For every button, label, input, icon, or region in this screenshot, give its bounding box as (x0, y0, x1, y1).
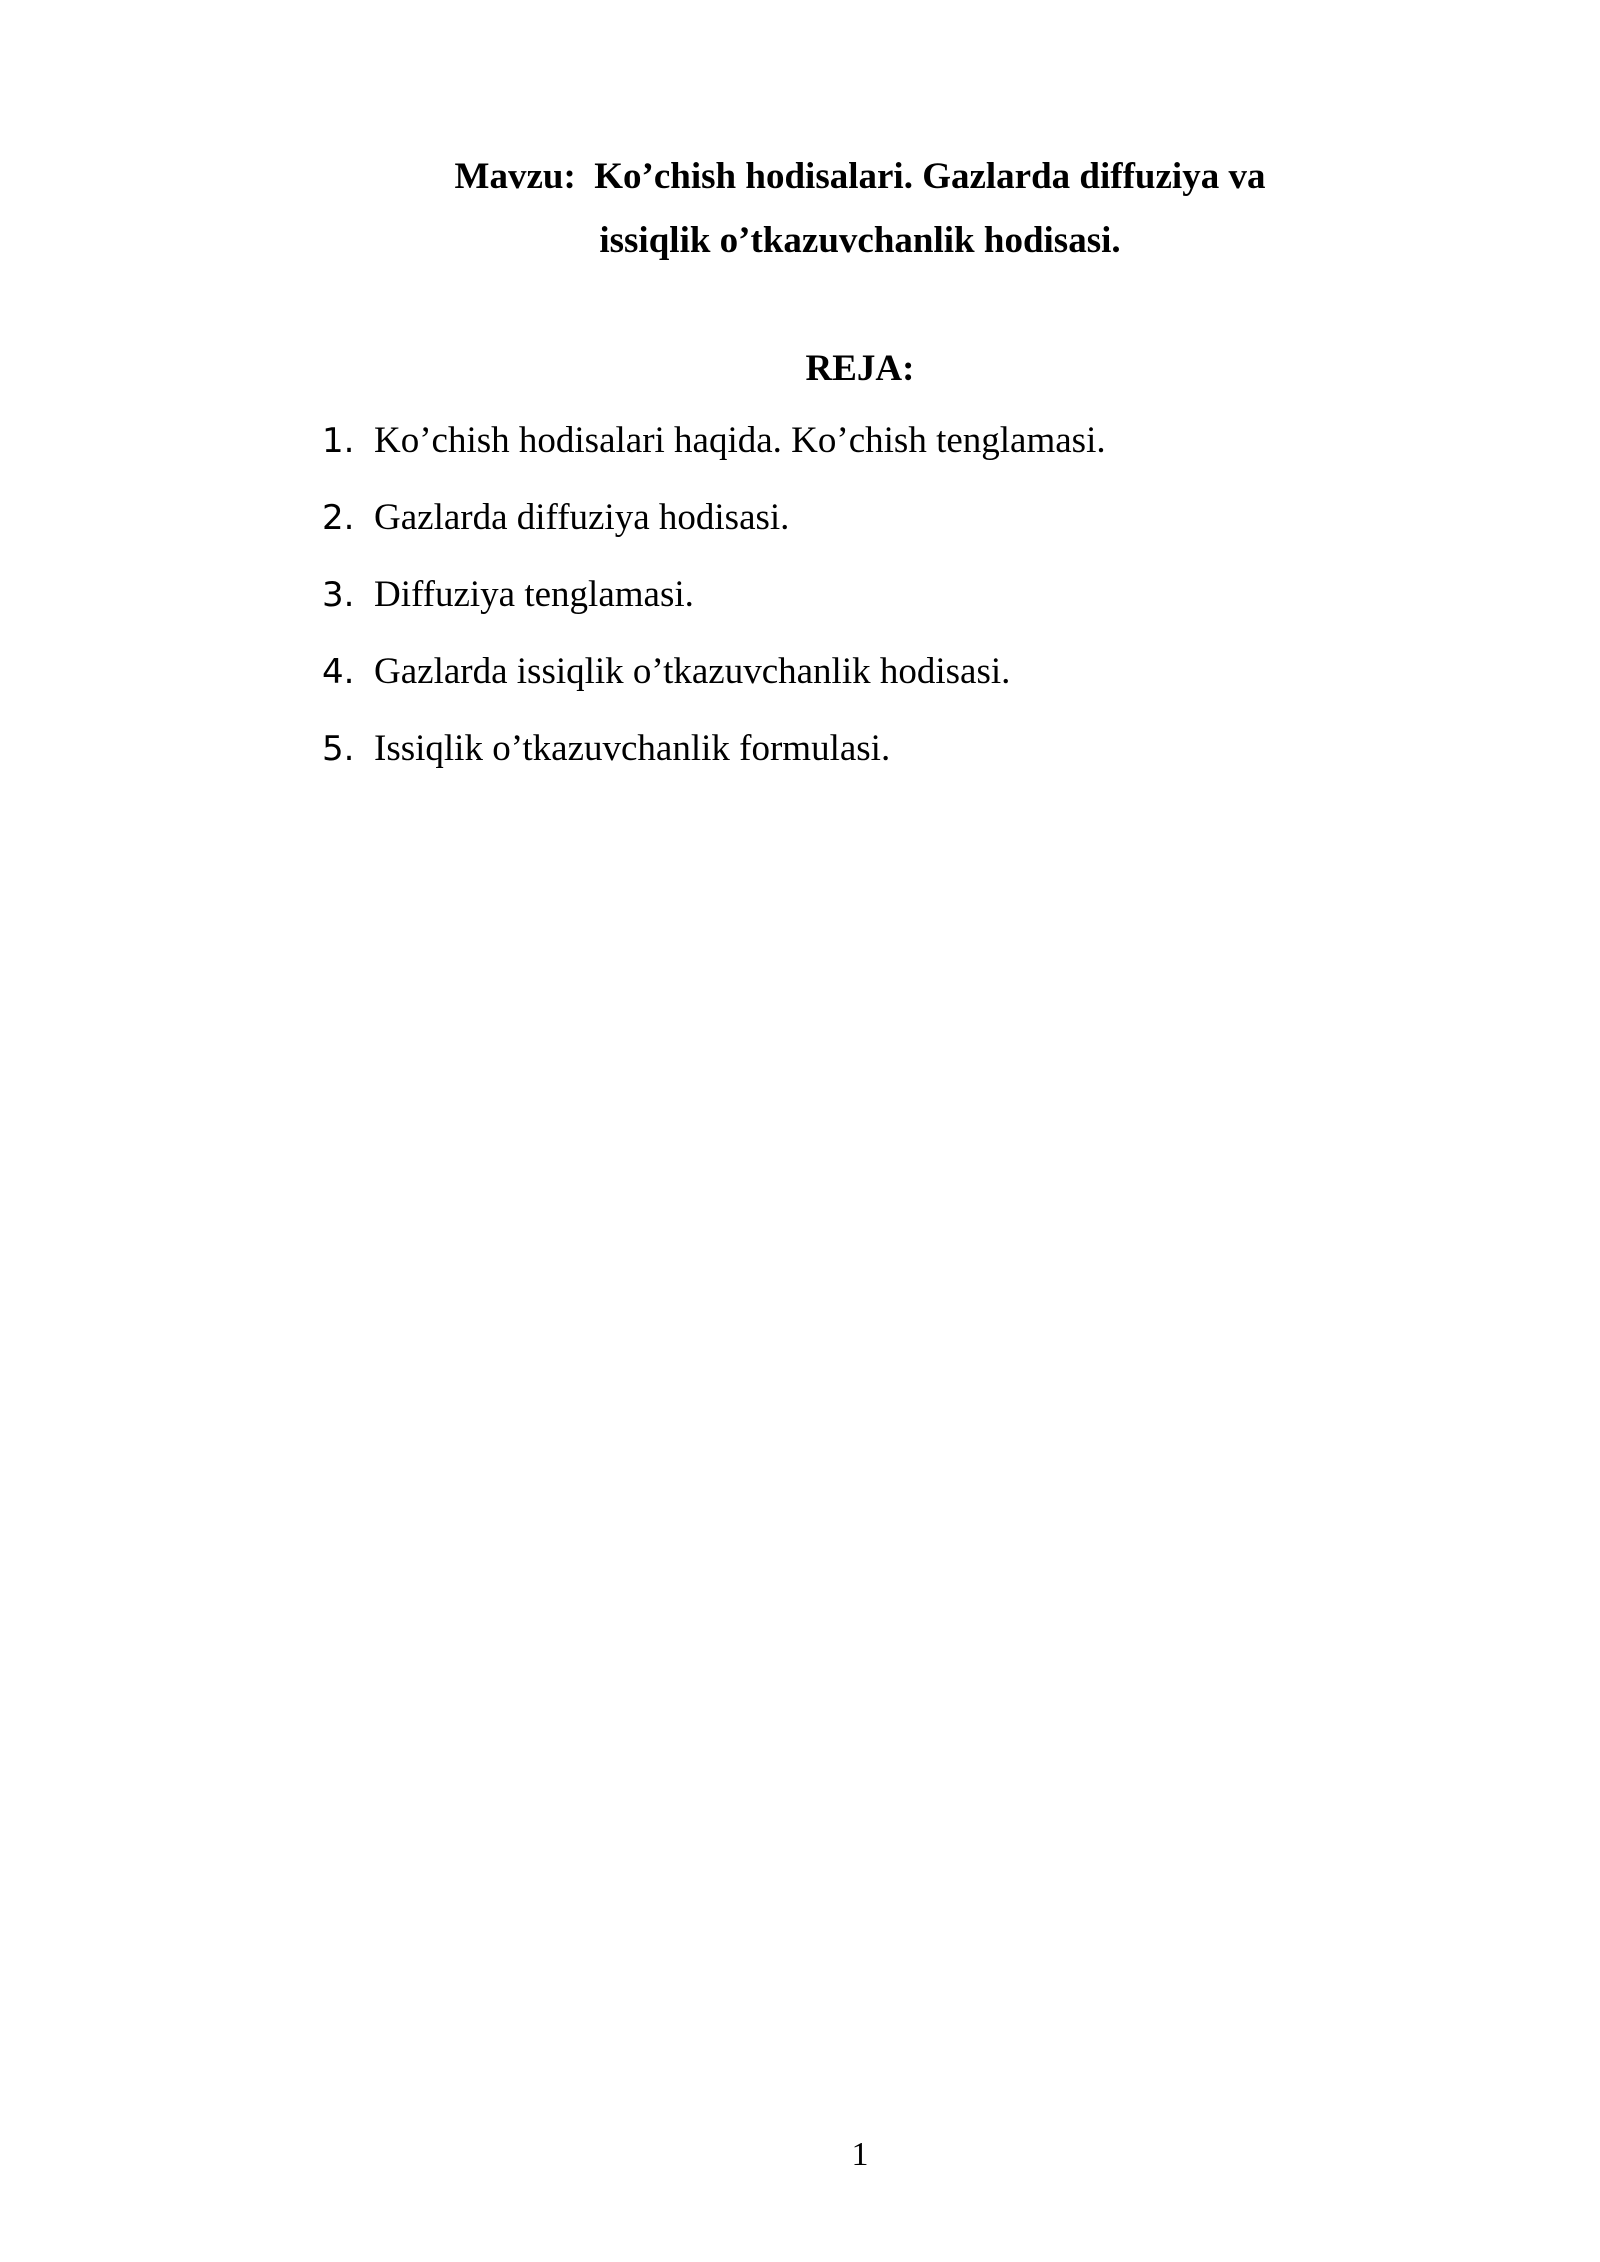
plan-item-text: Gazlarda diffuziya hodisasi. (374, 497, 790, 538)
plan-item-number: 4. (322, 652, 355, 692)
plan-item-text: Issiqlik o’tkazuvchanlik formulasi. (374, 728, 891, 769)
plan-item-5 (322, 721, 1422, 798)
plan-item-1 (322, 413, 1422, 490)
title-line-1: Mavzu: Ko’chish hodisalari. Gazlarda diffuziya va (454, 156, 1266, 197)
plan-item-2 (322, 490, 1422, 567)
page-number: 1 (851, 2136, 869, 2173)
plan-item-4 (322, 644, 1422, 721)
plan-item-text: Ko’chish hodisalari haqida. Ko’chish tenglamasi. (374, 420, 1106, 461)
plan-item-3 (322, 567, 1422, 644)
plan-item-text: Diffuziya tenglamasi. (374, 574, 694, 615)
plan-list (322, 413, 1422, 798)
plan-item-number: 2. (322, 498, 355, 538)
plan-item-number: 3. (322, 575, 355, 615)
plan-item-number: 5. (322, 729, 355, 769)
plan-item-text: Gazlarda issiqlik o’tkazuvchanlik hodisasi. (374, 651, 1011, 692)
title-line-2: issiqlik o’tkazuvchanlik hodisasi. (599, 220, 1121, 261)
plan-heading: REJA: (805, 348, 915, 389)
document-title (250, 145, 1470, 273)
plan-item-number: 1. (322, 421, 355, 461)
